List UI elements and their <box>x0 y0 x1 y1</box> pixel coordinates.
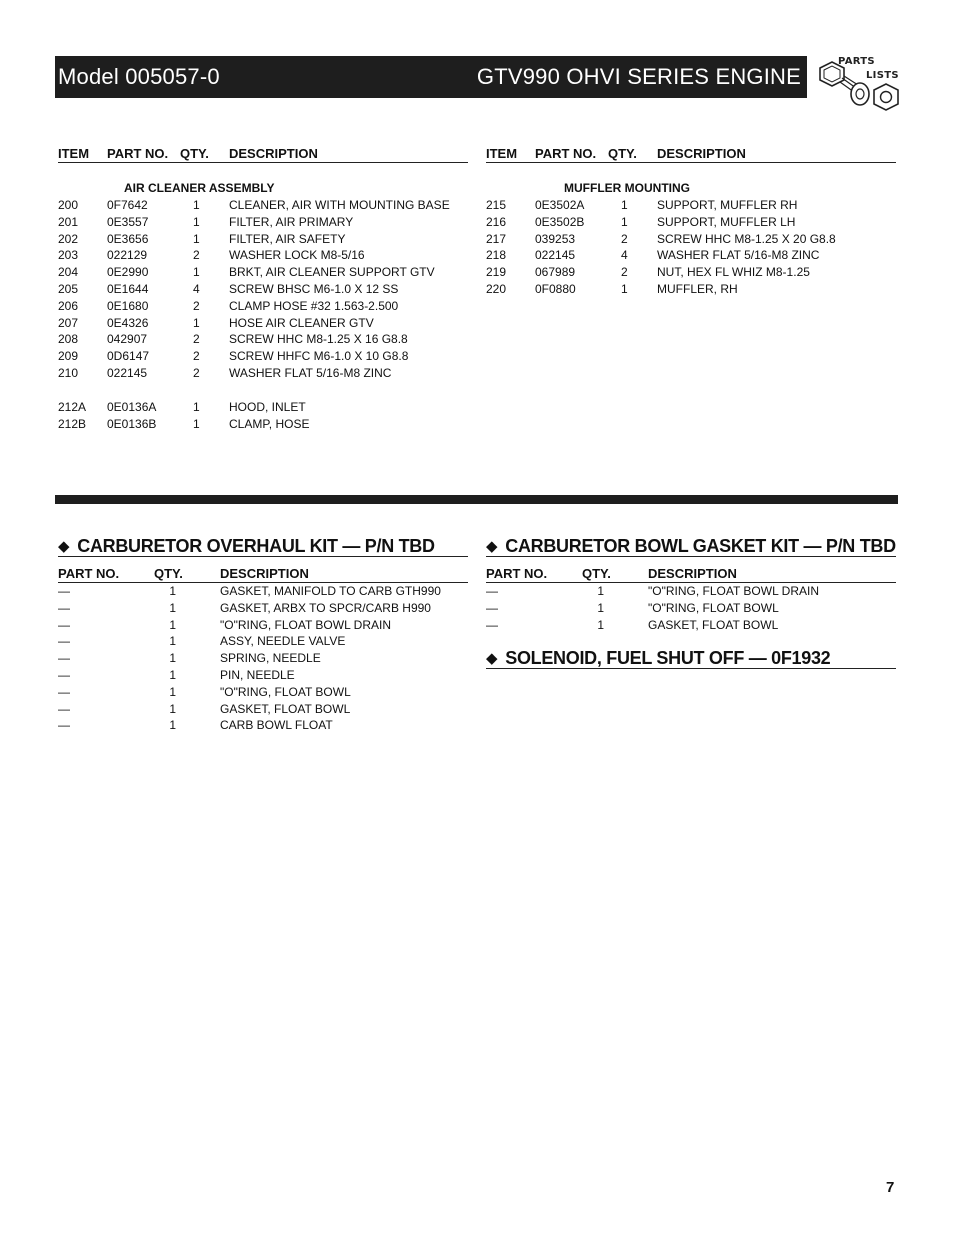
diamond-icon: ◆ <box>486 650 498 667</box>
part-number: — <box>58 617 70 632</box>
table-header <box>58 146 468 163</box>
quantity: 1 <box>621 214 628 229</box>
table-row <box>58 332 468 349</box>
part-number: — <box>58 718 70 733</box>
quantity: 1 <box>193 265 200 280</box>
item-number: 207 <box>58 315 79 330</box>
description: FILTER, AIR SAFETY <box>229 231 346 246</box>
table-row <box>58 215 468 232</box>
engine-title: GTV990 OHVI SERIES ENGINE <box>476 64 801 89</box>
col-qty: QTY. <box>154 566 183 581</box>
table-header <box>486 146 896 163</box>
col-part-no: PART NO. <box>58 566 120 581</box>
table-row <box>58 400 468 417</box>
part-number: 067989 <box>535 265 576 280</box>
table-row <box>486 232 896 249</box>
quantity: 1 <box>193 416 200 431</box>
item-number: 220 <box>486 282 507 296</box>
parts-lists-logo <box>812 54 902 120</box>
item-number: 212A <box>58 399 87 414</box>
quantity: 2 <box>193 349 200 364</box>
part-number: 042907 <box>107 332 148 347</box>
kit-title-gasket <box>486 536 896 557</box>
col-part-no: PART NO. <box>486 566 548 581</box>
description: PIN, NEEDLE <box>220 668 295 682</box>
table-row <box>58 685 468 702</box>
part-number: 0E1680 <box>107 298 149 313</box>
page-number: 7 <box>886 1179 895 1196</box>
quantity: 1 <box>193 231 200 246</box>
table-row <box>58 265 468 282</box>
quantity: 1 <box>597 617 604 632</box>
part-number: — <box>58 584 70 598</box>
quantity: 1 <box>193 214 200 229</box>
col-part-no: PART NO. <box>535 146 597 161</box>
part-number: — <box>486 584 498 598</box>
col-item: ITEM <box>486 146 518 161</box>
part-number: 022145 <box>107 366 148 380</box>
quantity: 1 <box>597 600 604 615</box>
description: "O"RING, FLOAT BOWL DRAIN <box>220 617 391 632</box>
col-part-no: PART NO. <box>107 146 169 161</box>
table-row <box>58 718 468 735</box>
quantity: 4 <box>621 248 628 263</box>
quantity: 2 <box>193 298 200 313</box>
quantity: 1 <box>193 399 200 414</box>
description: CARB BOWL FLOAT <box>220 718 333 733</box>
part-number: — <box>58 701 70 716</box>
table-row <box>58 651 468 668</box>
table-row <box>58 618 468 635</box>
part-number: — <box>58 651 70 666</box>
part-number: — <box>58 634 70 649</box>
table-row <box>58 198 468 215</box>
part-number: 0E3656 <box>107 231 149 246</box>
description: SCREW HHC M8-1.25 X 20 G8.8 <box>657 231 836 246</box>
quantity: 1 <box>621 282 628 296</box>
description: SUPPORT, MUFFLER LH <box>657 214 796 229</box>
item-number: 208 <box>58 332 79 347</box>
description: HOOD, INLET <box>229 399 306 414</box>
quantity: 1 <box>169 634 176 649</box>
part-number: — <box>486 600 498 615</box>
table-row <box>486 618 896 635</box>
quantity: 1 <box>169 701 176 716</box>
table-row <box>486 265 896 282</box>
part-number: 0E1644 <box>107 282 149 296</box>
overhaul-kit-section <box>58 536 468 736</box>
part-number: 022145 <box>535 248 576 263</box>
model-title: Model 005057-0 <box>58 64 220 89</box>
kit-title-overhaul <box>58 536 468 557</box>
item-number: 218 <box>486 248 507 263</box>
description: WASHER FLAT 5/16-M8 ZINC <box>229 366 392 380</box>
item-number: 215 <box>486 198 507 212</box>
gasket-kit-section <box>486 536 896 636</box>
kit-header-rule <box>486 582 896 583</box>
diamond-icon: ◆ <box>486 538 498 555</box>
table-row <box>486 215 896 232</box>
quantity: 1 <box>169 684 176 699</box>
quantity: 1 <box>169 584 176 598</box>
quantity: 1 <box>169 651 176 666</box>
kit-title-solenoid <box>486 648 896 669</box>
description: GASKET, FLOAT BOWL <box>220 701 351 716</box>
item-number: 201 <box>58 214 79 229</box>
description: SUPPORT, MUFFLER RH <box>657 198 798 212</box>
item-number: 209 <box>58 349 79 364</box>
part-number: — <box>486 617 498 632</box>
solenoid-section <box>486 648 896 672</box>
part-number: — <box>58 668 70 682</box>
part-number: 0F7642 <box>107 198 148 212</box>
section-divider <box>55 495 898 504</box>
part-number: 0D6147 <box>107 349 150 364</box>
part-number: — <box>58 600 70 615</box>
description: MUFFLER, RH <box>657 282 738 296</box>
logo-text-parts: PARTS <box>838 56 875 67</box>
table-row <box>58 634 468 651</box>
table-row <box>486 248 896 265</box>
part-number: 022129 <box>107 248 148 263</box>
col-qty: QTY. <box>180 146 209 161</box>
table-row <box>58 417 468 434</box>
table-row <box>58 601 468 618</box>
section-title-muffler: MUFFLER MOUNTING <box>564 181 690 195</box>
table-row <box>58 366 468 383</box>
table-row <box>486 198 896 215</box>
part-number: 0E0136A <box>107 399 157 414</box>
description: SCREW BHSC M6-1.0 X 12 SS <box>229 282 399 296</box>
table-row <box>58 668 468 685</box>
header-bar <box>55 56 807 98</box>
quantity: 1 <box>169 718 176 733</box>
item-number: 219 <box>486 265 507 280</box>
description: NUT, HEX FL WHIZ M8-1.25 <box>657 265 810 280</box>
col-description: DESCRIPTION <box>657 146 746 161</box>
part-number: 0E4326 <box>107 315 149 330</box>
table-row <box>58 299 468 316</box>
table-row <box>58 282 468 299</box>
description: FILTER, AIR PRIMARY <box>229 214 354 229</box>
description: GASKET, FLOAT BOWL <box>648 617 779 632</box>
part-number: 0E3502B <box>535 214 585 229</box>
quantity: 1 <box>193 315 200 330</box>
air-cleaner-table <box>58 146 468 446</box>
quantity: 1 <box>193 198 200 212</box>
col-description: DESCRIPTION <box>220 566 309 581</box>
quantity: 2 <box>193 366 200 380</box>
part-number: 039253 <box>535 231 576 246</box>
table-row <box>486 282 896 299</box>
kit-table-header <box>58 566 468 582</box>
description: WASHER LOCK M8-5/16 <box>229 248 365 263</box>
description: "O"RING, FLOAT BOWL <box>648 600 779 615</box>
table-row <box>486 584 896 601</box>
part-number: 0E2990 <box>107 265 149 280</box>
item-number: 202 <box>58 231 79 246</box>
col-qty: QTY. <box>608 146 637 161</box>
muffler-table <box>486 146 896 346</box>
item-number: 205 <box>58 282 79 296</box>
description: CLAMP HOSE #32 1.563-2.500 <box>229 298 399 313</box>
description: CLAMP, HOSE <box>229 416 310 431</box>
description: CLEANER, AIR WITH MOUNTING BASE <box>229 198 450 212</box>
table-row <box>58 316 468 333</box>
description: SCREW HHFC M6-1.0 X 10 G8.8 <box>229 349 409 364</box>
item-number: 210 <box>58 366 79 380</box>
table-row <box>58 702 468 719</box>
description: WASHER FLAT 5/16-M8 ZINC <box>657 248 820 263</box>
table-row <box>486 601 896 618</box>
quantity: 1 <box>597 584 604 598</box>
item-number: 204 <box>58 265 79 280</box>
item-number: 206 <box>58 298 79 313</box>
part-number: 0E3557 <box>107 214 149 229</box>
description: ASSY, NEEDLE VALVE <box>220 634 346 649</box>
description: SCREW HHC M8-1.25 X 16 G8.8 <box>229 332 408 347</box>
table-row <box>58 232 468 249</box>
item-number: 212B <box>58 416 87 431</box>
item-number: 203 <box>58 248 79 263</box>
kit-title-text: SOLENOID, FUEL SHUT OFF — 0F1932 <box>505 648 831 668</box>
description: "O"RING, FLOAT BOWL DRAIN <box>648 584 819 598</box>
quantity: 1 <box>169 617 176 632</box>
col-item: ITEM <box>58 146 90 161</box>
table-row <box>58 349 468 366</box>
item-number: 216 <box>486 214 507 229</box>
col-qty: QTY. <box>582 566 611 581</box>
part-number: 0E3502A <box>535 198 585 212</box>
quantity: 2 <box>193 332 200 347</box>
part-number: — <box>58 684 70 699</box>
section-title-air-cleaner: AIR CLEANER ASSEMBLY <box>124 181 275 195</box>
quantity: 4 <box>193 282 200 296</box>
col-description: DESCRIPTION <box>648 566 737 581</box>
quantity: 1 <box>169 600 176 615</box>
table-row <box>58 584 468 601</box>
logo-text-lists: LISTS <box>866 70 899 81</box>
kit-table-header <box>486 566 896 582</box>
col-description: DESCRIPTION <box>229 146 318 161</box>
description: GASKET, ARBX TO SPCR/CARB H990 <box>220 600 431 615</box>
quantity: 2 <box>193 248 200 263</box>
part-number: 0F0880 <box>535 282 576 296</box>
description: SPRING, NEEDLE <box>220 651 321 666</box>
part-number: 0E0136B <box>107 416 157 431</box>
diamond-icon: ◆ <box>58 538 70 555</box>
quantity: 1 <box>169 668 176 682</box>
description: GASKET, MANIFOLD TO CARB GTH990 <box>220 584 441 598</box>
description: BRKT, AIR CLEANER SUPPORT GTV <box>229 265 435 280</box>
quantity: 2 <box>621 231 628 246</box>
quantity: 1 <box>621 198 628 212</box>
kit-header-rule <box>58 582 468 583</box>
item-number: 200 <box>58 198 79 212</box>
item-number: 217 <box>486 231 507 246</box>
description: "O"RING, FLOAT BOWL <box>220 684 351 699</box>
quantity: 2 <box>621 265 628 280</box>
description: HOSE AIR CLEANER GTV <box>229 315 374 330</box>
kit-title-text: CARBURETOR OVERHAUL KIT — P/N TBD <box>77 536 435 556</box>
kit-title-text: CARBURETOR BOWL GASKET KIT — P/N TBD <box>505 536 896 556</box>
table-row <box>58 248 468 265</box>
